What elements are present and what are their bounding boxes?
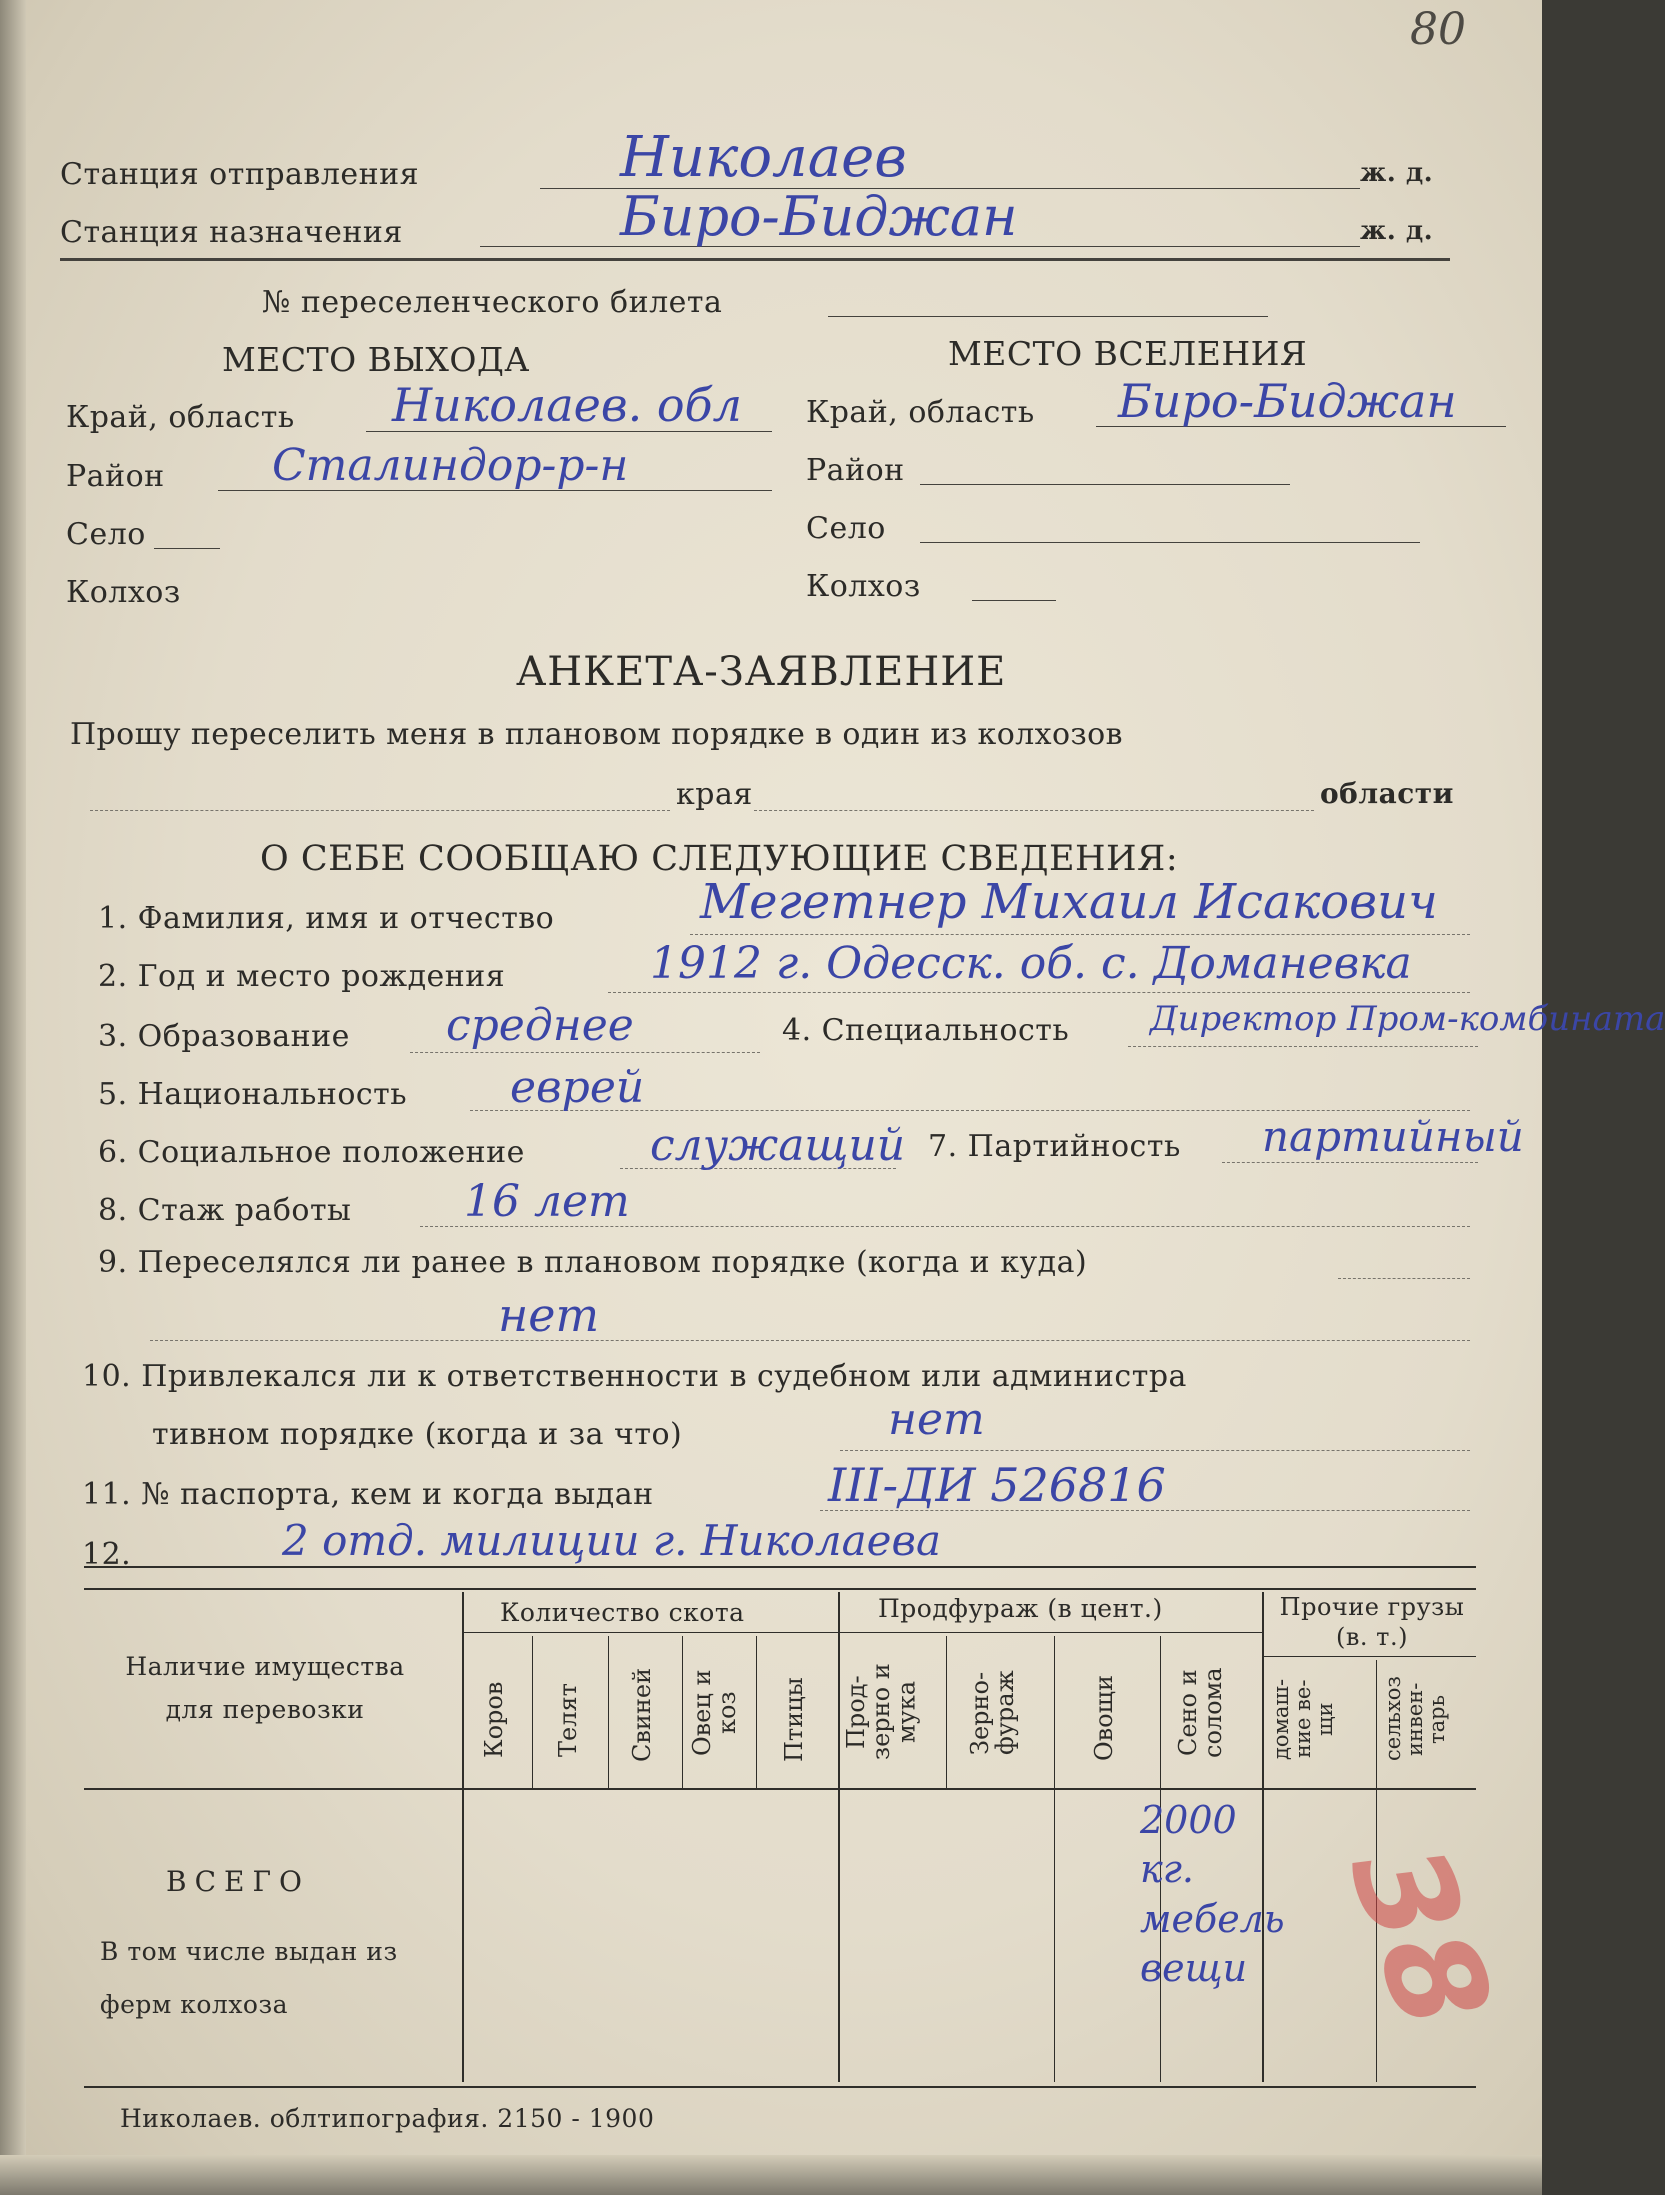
f3-label: 3. Образование [98, 1019, 350, 1054]
out-village-line [154, 548, 220, 549]
place-out-heading: МЕСТО ВЫХОДА [222, 340, 530, 379]
group-other: Прочие грузы (в. т.) [1279, 1593, 1465, 1651]
f8-label: 8. Стаж работы [98, 1193, 352, 1228]
place-in-heading: МЕСТО ВСЕЛЕНИЯ [948, 334, 1308, 373]
f12-label: 12. [82, 1537, 132, 1572]
table-row-header: Наличие имущества для перевозки [125, 1652, 405, 1724]
kray-label: края [676, 777, 753, 812]
group-fodder: Продфураж (в цент.) [878, 1594, 1163, 1623]
in-region-label: Край, область [806, 395, 1035, 430]
f5-value: еврей [510, 1062, 645, 1113]
f1-label: 1. Фамилия, имя и отчество [98, 901, 555, 936]
ticket-label: № переселенческого билета [262, 285, 723, 320]
out-village-label: Село [66, 517, 146, 552]
archive-number: 80 [1410, 4, 1466, 55]
oblast-label: области [1320, 777, 1454, 810]
issued-label: В том числе выдан из ферм колхоза [100, 1937, 398, 2019]
rail-suffix-1: ж. д. [1360, 158, 1434, 188]
col-calves: Телят [554, 1683, 582, 1757]
rail-suffix-2: ж. д. [1360, 216, 1434, 246]
info-heading: О СЕБЕ СООБЩАЮ СЛЕДУЮЩИЕ СВЕДЕНИЯ: [260, 839, 1179, 879]
f5-label: 5. Национальность [98, 1077, 408, 1112]
f2-line [608, 992, 1470, 993]
out-kolkhoz-label: Колхоз [66, 575, 181, 610]
f2-value: 1912 г. Одесск. об. с. Доманевка [650, 938, 1412, 989]
destination-label: Станция назначения [60, 215, 403, 250]
ticket-line [828, 316, 1268, 317]
out-district-label: Район [66, 459, 165, 494]
f9-line-b [150, 1340, 1470, 1341]
table-rule-top-1 [84, 1566, 1476, 1568]
table-vline-7 [946, 1636, 947, 1788]
col-home: домаш- ние ве- щи [1269, 1678, 1338, 1760]
table-vline-5 [756, 1636, 757, 1788]
f1-line [690, 934, 1470, 935]
form-title: АНКЕТА-ЗАЯВЛЕНИЕ [516, 649, 1007, 695]
table-vline-6 [838, 1592, 840, 2082]
f10-label-2: тивном порядке (когда и за что) [152, 1417, 683, 1452]
in-district-line [920, 484, 1290, 485]
f9-line-a [1338, 1278, 1470, 1279]
table-rule-bottom [84, 2086, 1476, 2088]
col-cows: Коров [480, 1681, 508, 1759]
header-rule [60, 258, 1450, 261]
group-livestock: Количество скота [500, 1598, 745, 1627]
f7-label: 7. Партийность [928, 1129, 1181, 1164]
f4-value: Директор Пром-комбината [1150, 999, 1665, 1039]
f6-value: служащий [650, 1120, 906, 1171]
departure-value: Николаев [620, 125, 907, 190]
col-sheep: Овец и коз [688, 1669, 742, 1757]
f11-value: III-ДИ 526816 [828, 1458, 1166, 1512]
f7-value: партийный [1262, 1112, 1524, 1161]
f7-line [1222, 1162, 1478, 1163]
table-group-rule [462, 1632, 1262, 1633]
in-district-label: Район [806, 453, 905, 488]
f6-label: 6. Социальное положение [98, 1135, 525, 1170]
table-group-rule-other [1262, 1656, 1476, 1657]
f3-value: среднее [446, 1000, 634, 1051]
col-tools: сельхоз инвен- тарь [1381, 1676, 1450, 1762]
cargo-value: 2000 кг. мебель вещи [1140, 1798, 1285, 1991]
col-feed: Зерно- фураж [966, 1670, 1020, 1756]
table-vline-1 [462, 1592, 464, 2082]
in-village-line [920, 542, 1420, 543]
departure-label: Станция отправления [60, 157, 420, 192]
red-stamp: 38 [1320, 1826, 1521, 2046]
f10-value: нет [888, 1394, 985, 1445]
f10-line [840, 1450, 1470, 1451]
col-birds: Птицы [780, 1677, 808, 1763]
oblast-line [754, 810, 1314, 811]
out-region-label: Край, область [66, 400, 295, 435]
col-veg: Овощи [1090, 1675, 1118, 1761]
table-vline-3 [608, 1636, 609, 1788]
request-line-1: Прошу переселить меня в плановом порядке в один из колхозов [70, 717, 1123, 752]
f12-value: 2 отд. милиции г. Николаева [282, 1516, 942, 1565]
in-village-label: Село [806, 511, 886, 546]
printer-footer: Николаев. облтипография. 2150 - 1900 [120, 2104, 655, 2133]
out-district-value: Сталиндор-р-н [272, 440, 629, 491]
col-grain: Прод- зерно и мука [842, 1663, 921, 1761]
f10-label-1: 10. Привлекался ли к ответственности в судебном или администра [82, 1359, 1187, 1394]
table-rule-header [84, 1788, 1476, 1790]
in-kolkhoz-line [972, 600, 1056, 601]
table-vline-2 [532, 1636, 533, 1788]
destination-value: Биро-Биджан [620, 185, 1018, 248]
f8-value: 16 лет [464, 1176, 630, 1227]
kray-line [90, 810, 670, 811]
col-pigs: Свиней [628, 1667, 656, 1763]
table-vline-8 [1054, 1636, 1055, 2082]
f1-value: Мегетнер Михаил Исакович [700, 874, 1438, 930]
page-edge-shadow [0, 0, 26, 2195]
f9-value: нет [498, 1288, 600, 1342]
table-vline-4 [682, 1636, 683, 1788]
f2-label: 2. Год и место рождения [98, 959, 506, 994]
col-hay: Сено и солома [1174, 1667, 1228, 1759]
f4-line [1128, 1046, 1478, 1047]
total-label: ВСЕГО [166, 1865, 310, 1898]
in-region-value: Биро-Биджан [1118, 374, 1457, 428]
f4-label: 4. Специальность [782, 1013, 1070, 1048]
f3-line [410, 1052, 760, 1053]
out-region-value: Николаев. обл [392, 378, 742, 432]
page-bottom-shadow [0, 2155, 1542, 2195]
f11-label: 11. № паспорта, кем и когда выдан [82, 1477, 654, 1512]
f9-label: 9. Переселялся ли ранее в плановом порядке (когда и куда) [98, 1245, 1088, 1280]
table-rule-top-2 [84, 1588, 1476, 1590]
in-kolkhoz-label: Колхоз [806, 569, 921, 604]
